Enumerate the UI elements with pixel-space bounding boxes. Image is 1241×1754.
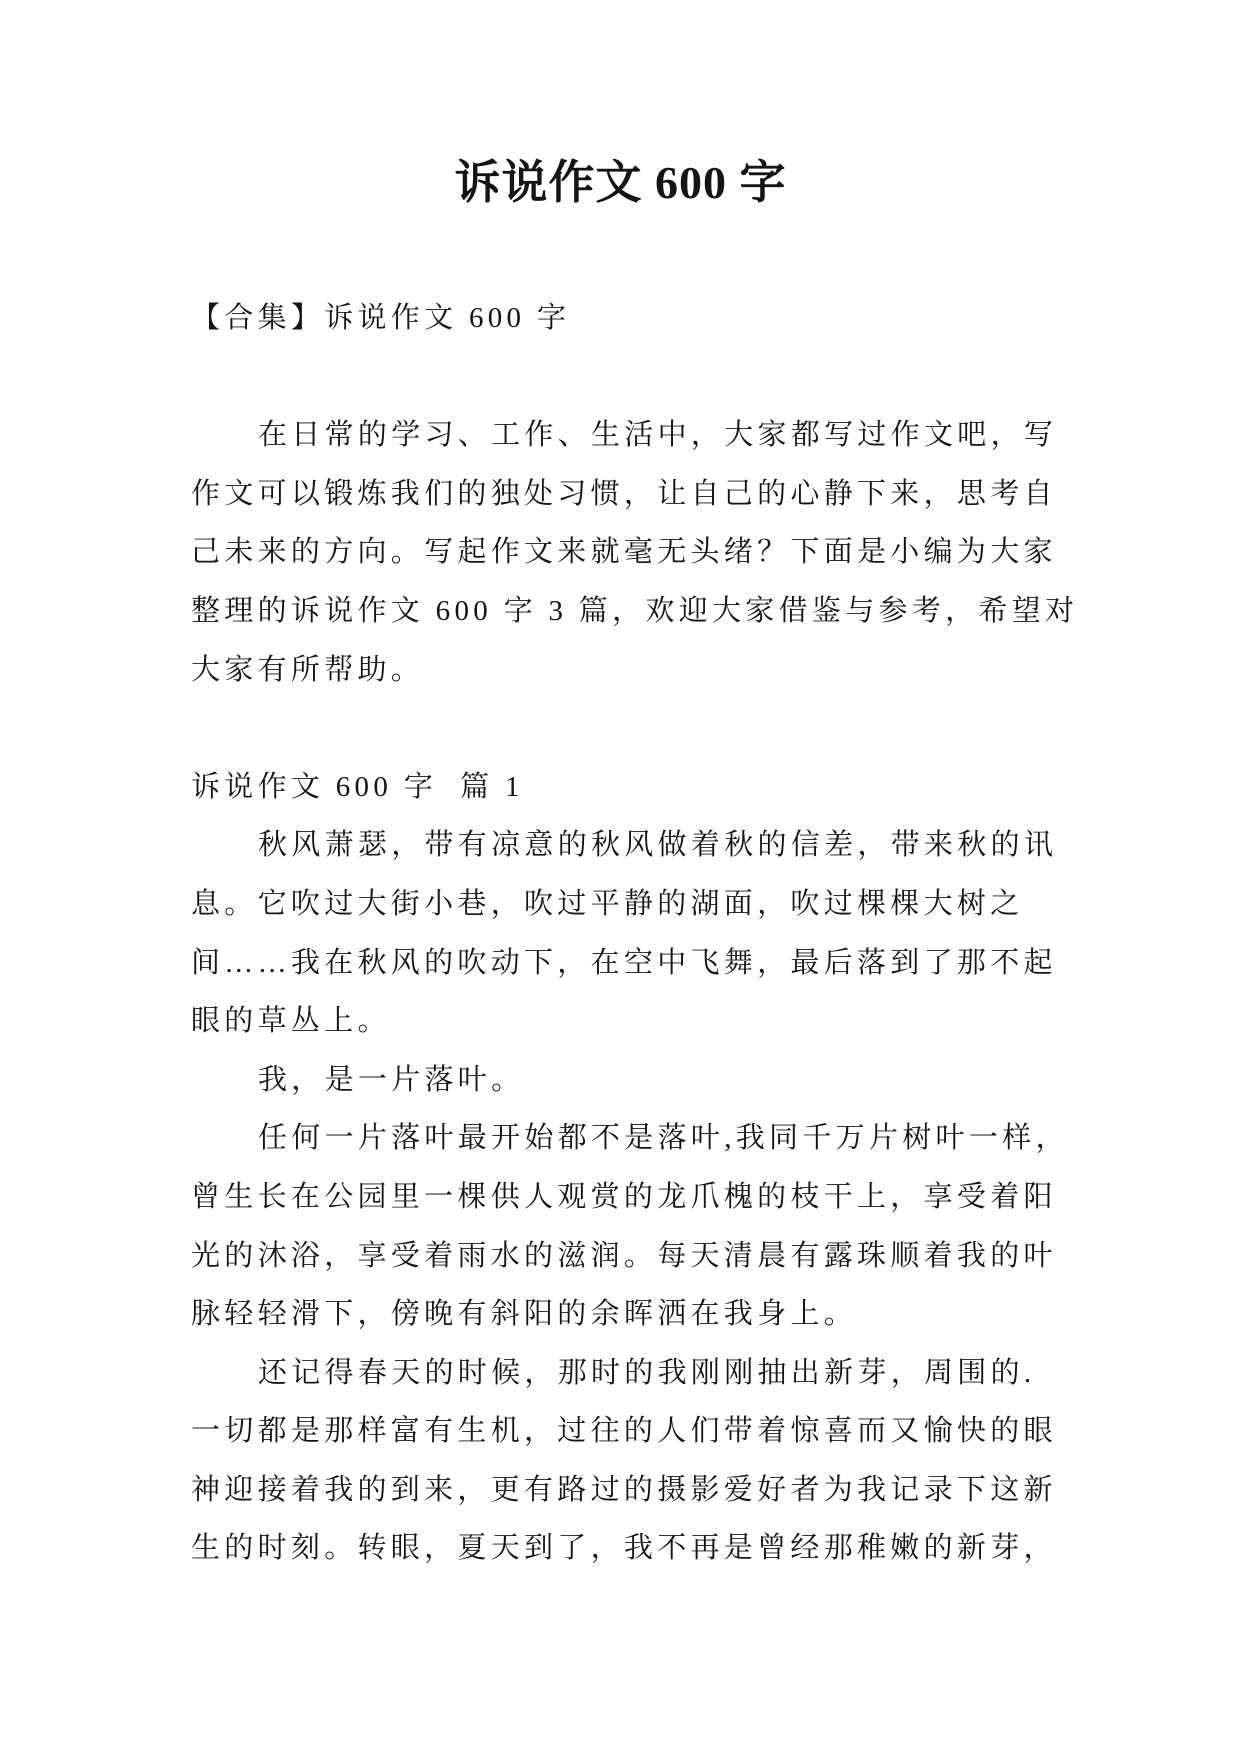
paragraph-line: 整理的诉说作文 600 字 3 篇，欢迎大家借鉴与参考，希望对 (191, 594, 1079, 627)
paragraph (191, 1051, 1091, 1110)
paragraph (191, 816, 1091, 1050)
paragraph (191, 1344, 1091, 1578)
paragraph-line: 神迎接着我的到来，更有路过的摄影爱好者为我记录下这新 (191, 1473, 1057, 1506)
paragraph-line: 大家有所帮助。 (191, 653, 425, 686)
paragraph-line: 秋风萧瑟，带有凉意的秋风做着秋的信差，带来秋的讯 (258, 829, 1058, 862)
intro-paragraph (191, 406, 1091, 699)
paragraph-line: 任何一片落叶最开始都不是落叶,我同千万片树叶一样， (258, 1122, 1069, 1155)
blank-line (191, 699, 1091, 758)
paragraph (191, 1109, 1091, 1343)
paragraph-line: 还记得春天的时候，那时的我刚刚抽出新芽，周围的. (258, 1356, 1036, 1389)
paragraph-line: 间……我在秋风的吹动下，在空中飞舞，最后落到了那不起 (191, 946, 1057, 979)
paragraph-line: 生的时刻。转眼，夏天到了，我不再是曾经那稚嫩的新芽， (191, 1532, 1057, 1565)
paragraph-line: 眼的草丛上。 (191, 1005, 391, 1038)
paragraph-line: 脉轻轻滑下，傍晚有斜阳的余晖洒在我身上。 (191, 1298, 858, 1331)
paragraph-line: 曾生长在公园里一棵供人观赏的龙爪槐的枝干上，享受着阳 (191, 1180, 1057, 1213)
document-title: 诉说作文 600 字 (454, 157, 787, 208)
paragraph-line: 一切都是那样富有生机，过往的人们带着惊喜而又愉快的眼 (191, 1415, 1057, 1448)
paragraph-line: 在日常的学习、工作、生活中，大家都写过作文吧，写 (258, 419, 1058, 452)
paragraph-line: 我，是一片落叶。 (258, 1063, 525, 1096)
document-body (191, 289, 1091, 1578)
paragraph-line: 光的沐浴，享受着雨水的滋润。每天清晨有露珠顺着我的叶 (191, 1239, 1057, 1272)
paragraph-line: 息。它吹过大街小巷，吹过平静的湖面，吹过棵棵大树之 (191, 887, 1024, 920)
paragraph-line: 己未来的方向。写起作文来就毫无头绪？下面是小编为大家 (191, 536, 1057, 569)
collection-heading: 【合集】诉说作文 600 字 (191, 302, 571, 334)
paragraph-line: 作文可以锻炼我们的独处习惯，让自己的心静下来，思考自 (191, 477, 1057, 510)
blank-line (191, 348, 1091, 407)
section-heading: 诉说作文 600 字 篇 1 (191, 770, 524, 803)
